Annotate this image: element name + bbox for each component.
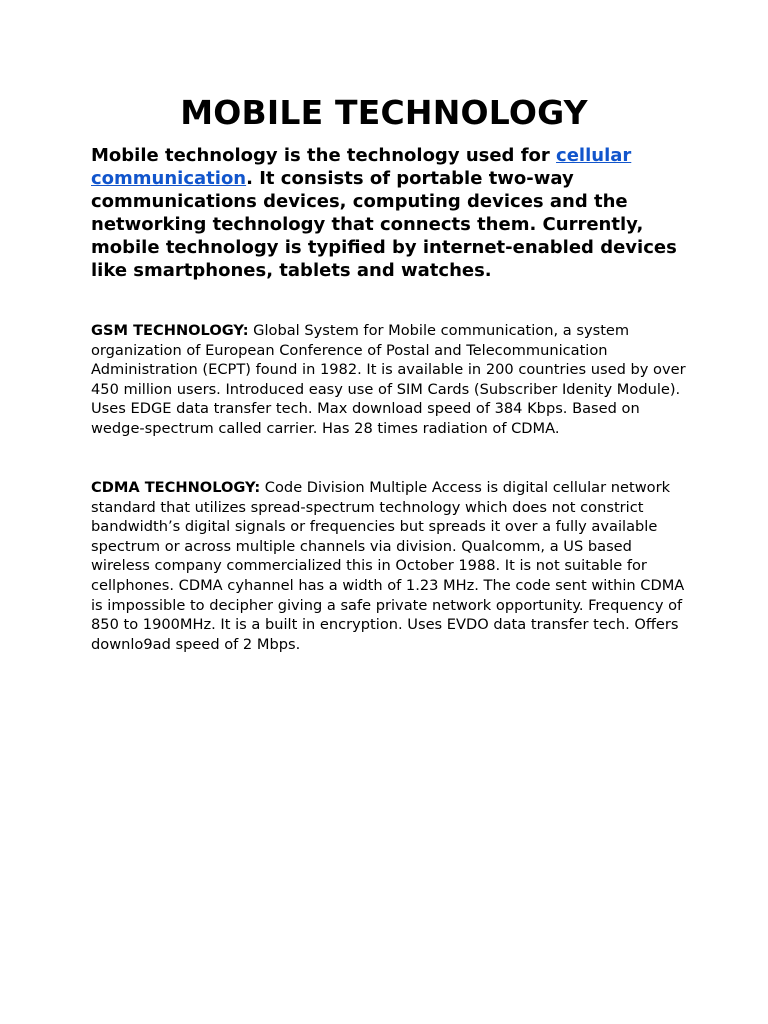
intro-paragraph (91, 144, 681, 282)
intro-text-before-link: Mobile technology is the technology used for (91, 145, 557, 166)
page-title: MOBILE TECHNOLOGY (180, 93, 588, 132)
cdma-section-text: Code Division Multiple Access is digital cellular network standard that utilizes spread-spectrum technology which does not constrict bandwidth’s digital signals or frequencies but spreads it over a fully available spectrum or across multiple channels via division. Qualcomm, a US based wireless company commercialized this in October 1988. It is not suitable for cellphones. CDMA cyhannel has a width of 1.23 MHz. The code sent within CDMA is impossible to decipher giving a safe private network opportunity. Frequency of 850 to 1900MHz. It is a built in encryption. Uses EVDO data transfer tech. Offers downlo9ad speed of 2 Mbps. (91, 479, 685, 653)
gsm-section (91, 321, 691, 439)
cdma-section (91, 478, 691, 654)
gsm-section-text: Global System for Mobile communication, a system organization of European Conference of Postal and Telecommunication Administration (ECPT) found in 1982. It is available in 200 countries used by over 450 million users. Introduced easy use of SIM Cards (Subscriber Idenity Module). Uses EDGE data transfer tech. Max download speed of 384 Kbps. Based on wedge-spectrum called carrier. Has 28 times radiation of CDMA. (91, 322, 686, 437)
gsm-section-label: GSM TECHNOLOGY: (91, 322, 249, 339)
cdma-section-label: CDMA TECHNOLOGY: (91, 479, 261, 496)
cellular-communication-link[interactable]: cellular communication (91, 145, 632, 189)
intro-text-after-link: . It consists of portable two-way communications devices, computing devices and the networking technology that connects them. Currently, mobile technology is typified by internet-enabled devices like smartphones, tablets and watches. (91, 168, 677, 281)
